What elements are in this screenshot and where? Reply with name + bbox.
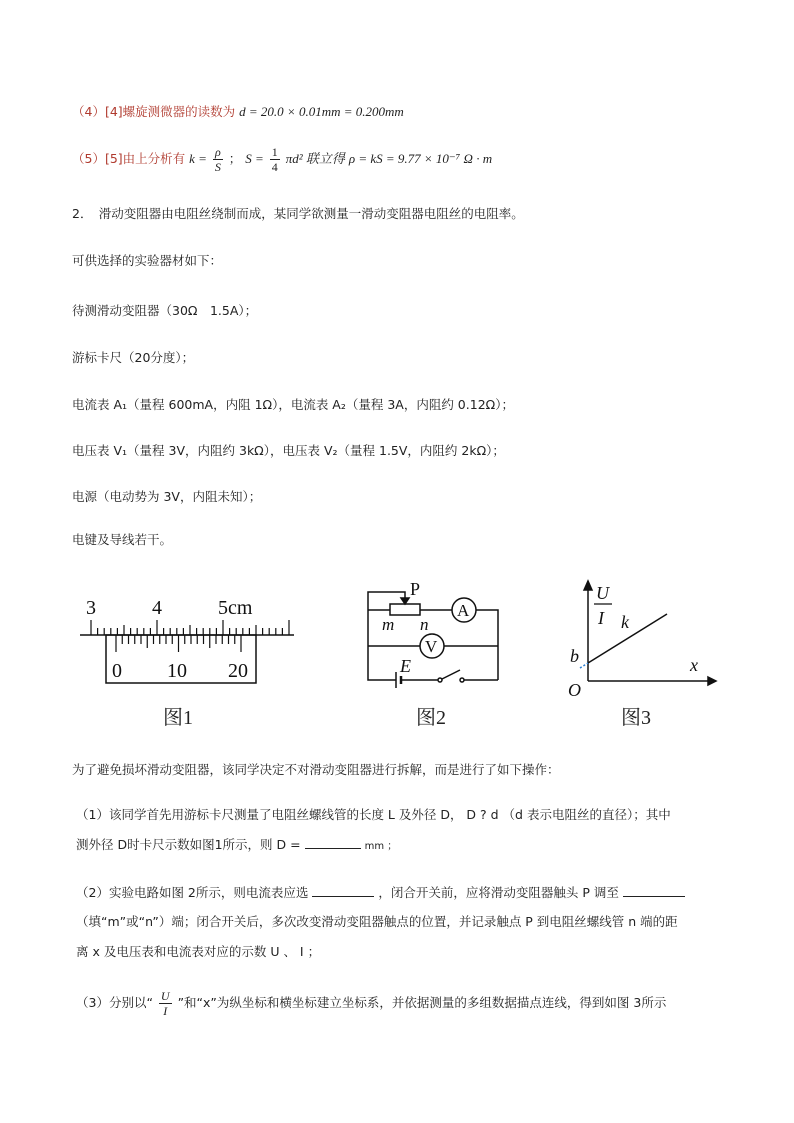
answer-5-k: k =	[189, 151, 207, 166]
vernier-label: 0	[112, 660, 122, 682]
question-1-text: 测外径 D时卡尺示数如图1所示，则 D =	[76, 837, 301, 852]
extrapolation-dash	[580, 663, 588, 668]
figure-3-graph	[560, 576, 720, 701]
origin-label: O	[568, 680, 581, 700]
switch-lever	[442, 670, 460, 679]
equipment-item: 游标卡尺（20分度）；	[72, 350, 195, 365]
equipment-heading: 可供选择的实验器材如下：	[72, 253, 223, 268]
one-quarter-fraction	[270, 146, 280, 173]
equipment-item: 电流表 A₁（量程 600mA，内阻 1Ω），电流表 A₂（量程 3A，内阻约 0.12Ω）；	[72, 397, 514, 412]
unit-mm: mm ；	[364, 841, 398, 852]
label-n: n	[420, 615, 429, 634]
equipment-item: 电键及导线若干。	[72, 532, 173, 547]
label-E: E	[400, 656, 411, 676]
operation-line: 为了避免损坏滑动变阻器，该同学决定不对滑动变阻器进行拆解，而是进行了如下操作：	[72, 762, 560, 777]
question-1-line-1: （1）该同学首先用游标卡尺测量了电阻丝螺线管的长度 L 及外径 D， D ? d （d 表示电阻丝的直径）；其中	[76, 807, 671, 822]
main-scale-label: 4	[152, 597, 162, 619]
y-axis-arrow	[584, 581, 592, 590]
u-over-i-fraction	[159, 990, 172, 1017]
question-2-line-1	[76, 883, 685, 901]
slider-arrow	[401, 598, 409, 604]
answer-5-label: （5）[5]由上分析有	[72, 151, 186, 166]
figure-2-circuit	[360, 578, 505, 693]
question-3-text-b: ”和“x”为纵坐标和横坐标建立坐标系，并依据测量的多组数据描点连线，得到如图 3所示	[177, 995, 667, 1010]
question-3-text-a: （3）分别以“	[76, 995, 153, 1010]
slider-wire	[368, 592, 405, 610]
main-scale-label: 5cm	[218, 597, 253, 619]
answer-4-label: （4）[4]螺旋测微器的读数为	[72, 104, 236, 119]
figure-3-caption: 图3	[621, 707, 651, 729]
vernier-scale-ticks	[116, 635, 241, 652]
fraction-denominator: I	[163, 1004, 168, 1018]
answer-4-line	[72, 102, 404, 120]
equipment-item: 待测滑动变阻器（30Ω 1.5A）；	[72, 303, 258, 318]
intercept-label-b: b	[570, 646, 579, 666]
main-scale-ticks	[91, 620, 289, 635]
vernier-label: 20	[228, 660, 248, 682]
figure-2-caption: 图2	[416, 707, 446, 729]
x-axis-arrow	[708, 677, 716, 685]
slope-label-k: k	[621, 612, 629, 632]
question-2-line-2: （填“m”或“n”）端；闭合开关后，多次改变滑动变阻器触点的位置，并记录触点 P 到电阻丝螺线管 n 端的距	[76, 914, 678, 929]
answer-blank-slider-end[interactable]	[623, 884, 685, 897]
voltmeter-label: V	[425, 637, 438, 656]
answer-blank-D[interactable]	[305, 836, 361, 849]
label-P: P	[410, 579, 421, 599]
main-scale-label: 3	[86, 597, 96, 619]
figure-1-vernier-caliper	[72, 590, 302, 690]
rho-over-s-fraction	[213, 146, 223, 173]
y-label-U: U	[596, 583, 609, 603]
question-3-line	[76, 990, 666, 1017]
ammeter-label: A	[457, 601, 470, 620]
problem-intro: 2． 滑动变阻器由电阻丝绕制而成，某同学欲测量一滑动变阻器电阻丝的电阻率。	[72, 206, 524, 221]
fraction-denominator: S	[214, 160, 221, 174]
switch-contact	[438, 678, 442, 682]
answer-5-s-rest: πd² 联立得	[285, 151, 345, 166]
separator: ；	[228, 151, 242, 166]
question-2-line-3: 离 x 及电压表和电流表对应的示数 U 、 I ；	[76, 944, 321, 959]
answer-blank-ammeter[interactable]	[312, 884, 374, 897]
question-1-line-2	[76, 835, 397, 853]
fraction-numerator: U	[160, 989, 170, 1003]
label-m: m	[382, 615, 395, 634]
question-2-text-b: ，闭合开关前，应将滑动变阻器触头 P 调至	[378, 885, 619, 900]
x-label: x	[690, 655, 698, 675]
equipment-item: 电压表 V₁（量程 3V，内阻约 3kΩ），电压表 V₂（量程 1.5V，内阻约 2kΩ）；	[72, 443, 505, 458]
figure-1-caption: 图1	[163, 707, 193, 729]
question-2-text-a: （2）实验电路如图 2所示，则电流表应选	[76, 885, 309, 900]
answer-5-result: ρ = kS = 9.77 × 10⁻⁷ Ω · m	[348, 151, 493, 166]
vernier-label: 10	[167, 660, 187, 682]
wire-right	[476, 610, 498, 680]
fraction-denominator: 4	[271, 160, 278, 174]
answer-5-s-lhs: S =	[245, 151, 264, 166]
answer-5-line	[72, 146, 492, 173]
rheostat	[390, 604, 420, 615]
fraction-numerator: ρ	[214, 145, 221, 159]
equipment-item: 电源（电动势为 3V，内阻未知）；	[72, 489, 262, 504]
fraction-numerator: 1	[271, 145, 278, 159]
y-label-I: I	[598, 608, 604, 628]
answer-4-formula: d = 20.0 × 0.01mm = 0.200mm	[239, 104, 404, 119]
